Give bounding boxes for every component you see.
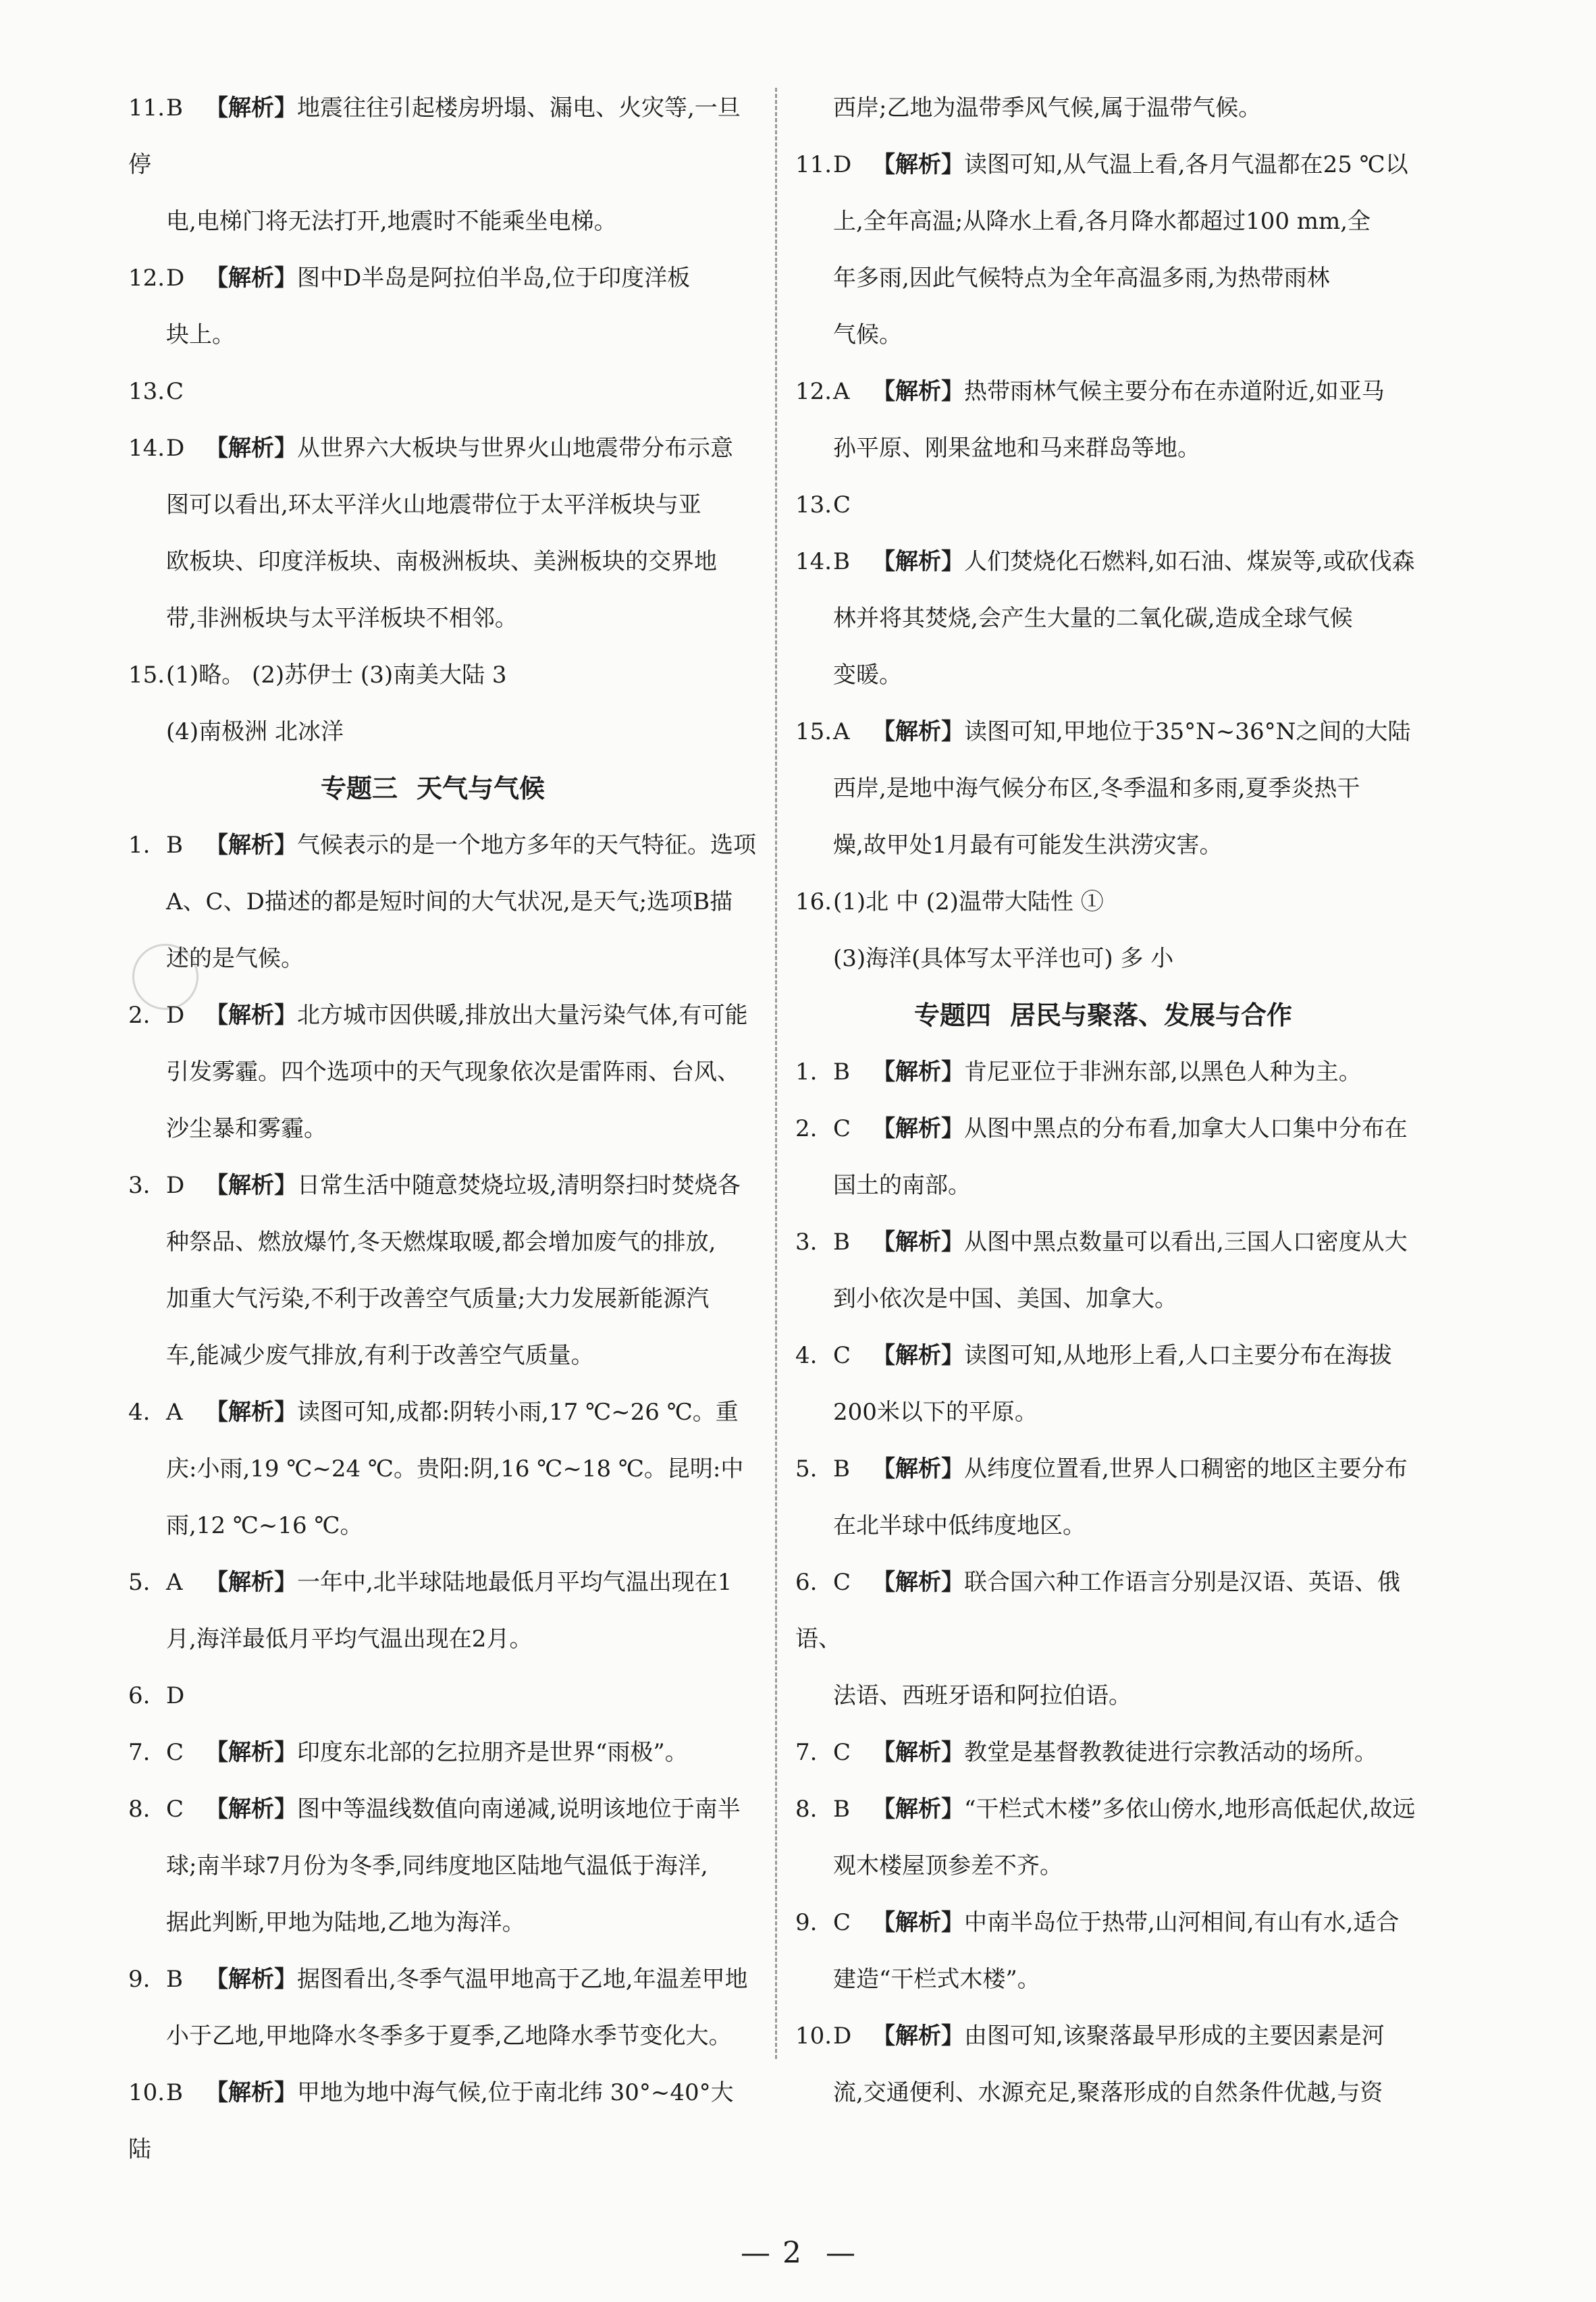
question-number: 13. (795, 491, 832, 518)
answer-text: 雨,12 ℃~16 ℃。 (166, 1512, 363, 1539)
answer-line (795, 1384, 1430, 1441)
answer-choice: B (833, 1059, 850, 1086)
section-title: 居民与聚落、发展与合作 (1010, 1000, 1293, 1030)
answer-item (128, 817, 756, 987)
analysis-tag: 【解析】 (872, 1059, 964, 1086)
answer-line (795, 1781, 1430, 1838)
page-dash-right: — (826, 2236, 855, 2270)
analysis-tag: 【解析】 (872, 151, 964, 178)
answer-line (795, 1838, 1430, 1894)
answer-line (128, 1100, 756, 1157)
answer-line (795, 306, 1430, 363)
answer-text: 球;南半球7月份为冬季,同纬度地区陆地气温低于海洋, (166, 1852, 708, 1879)
answer-text: 庆:小雨,19 ℃~24 ℃。贵阳:阴,16 ℃~18 ℃。昆明:中 (166, 1455, 744, 1482)
answer-item (128, 1781, 756, 1951)
answer-text: 从图中黑点的分布看,加拿大人口集中分布在 (964, 1115, 1408, 1142)
section-number: 专题四 (913, 1000, 991, 1030)
question-number: 3. (795, 1229, 818, 1256)
answer-text: 由图可知,该聚落最早形成的主要因素是河 (964, 2023, 1385, 2050)
answer-text: 读图可知,甲地位于35°N~36°N之间的大陆 (964, 718, 1411, 745)
answer-item (128, 363, 756, 420)
answer-item (795, 80, 1430, 136)
answer-text: 教堂是基督教教徒进行宗教活动的场所。 (964, 1739, 1377, 1766)
answer-text: 气候表示的是一个地方多年的天气特征。选项 (297, 832, 756, 859)
answer-line (795, 760, 1430, 817)
answer-item (128, 1157, 756, 1384)
answer-line (128, 1724, 756, 1781)
answer-item (128, 647, 756, 760)
answer-choice: D (833, 151, 852, 178)
analysis-tag: 【解析】 (205, 1739, 297, 1766)
answer-text: 200米以下的平原。 (833, 1399, 1038, 1426)
answer-text: 述的是气候。 (166, 945, 304, 972)
section-heading (128, 760, 756, 817)
analysis-tag: 【解析】 (872, 1229, 964, 1256)
answer-choice: B (166, 1966, 183, 1993)
answer-line (795, 590, 1430, 647)
answer-choice: C (166, 1796, 184, 1823)
answer-choice: C (833, 1569, 851, 1596)
answer-choice: D (833, 2023, 852, 2050)
answer-line (128, 1497, 756, 1554)
answer-text: 从纬度位置看,世界人口稠密的地区主要分布 (964, 1455, 1408, 1482)
answer-choice: D (166, 1172, 185, 1199)
answer-line (795, 533, 1430, 590)
analysis-tag: 【解析】 (872, 1569, 964, 1596)
question-number: 1. (795, 1059, 818, 1086)
answer-text: 欧板块、印度洋板块、南极洲板块、美洲板块的交界地 (166, 548, 717, 575)
answer-line (795, 647, 1430, 703)
answer-line (128, 250, 756, 306)
answer-line (128, 1044, 756, 1100)
answer-item (795, 1894, 1430, 2008)
answer-line (128, 1327, 756, 1384)
answer-text: 流,交通便利、水源充足,聚落形成的自然条件优越,与资 (833, 2079, 1383, 2106)
answer-item (795, 1044, 1430, 1100)
analysis-tag: 【解析】 (872, 1739, 964, 1766)
answer-item (795, 1327, 1430, 1441)
answer-text: 年多雨,因此气候特点为全年高温多雨,为热带雨林 (833, 265, 1330, 292)
answer-line (128, 533, 756, 590)
answer-line (128, 987, 756, 1044)
analysis-tag: 【解析】 (205, 1569, 297, 1596)
answer-text: 读图可知,从地形上看,人口主要分布在海拔 (964, 1342, 1392, 1369)
answer-text: 日常生活中随意焚烧垃圾,清明祭扫时焚烧各 (297, 1172, 741, 1199)
answer-choice: B (166, 2079, 183, 2106)
answer-line (795, 1270, 1430, 1327)
answer-text: (4)南极洲 北冰洋 (166, 718, 344, 745)
answer-text: 据此判断,甲地为陆地,乙地为海洋。 (166, 1909, 525, 1936)
answer-text: 热带雨林气候主要分布在赤道附近,如亚马 (964, 378, 1385, 405)
answer-item (795, 703, 1430, 874)
answer-item (795, 1441, 1430, 1554)
question-number: 13. (128, 378, 165, 405)
answer-text: 带,非洲板块与太平洋板块不相邻。 (166, 605, 518, 632)
question-number: 11. (795, 151, 832, 178)
answer-line (795, 363, 1430, 420)
answer-choice: C (833, 1909, 851, 1936)
answer-line (795, 1214, 1430, 1270)
answer-text: 孙平原、刚果盆地和马来群岛等地。 (833, 435, 1200, 462)
analysis-tag: 【解析】 (872, 2023, 964, 2050)
answer-line (128, 1611, 756, 1667)
left-column (128, 80, 756, 2178)
answer-item (128, 1951, 756, 2064)
answer-line (795, 817, 1430, 874)
analysis-tag: 【解析】 (872, 718, 964, 745)
question-number: 5. (795, 1455, 818, 1482)
question-number: 3. (128, 1172, 151, 1199)
question-number: 14. (795, 548, 832, 575)
answer-choice: C (833, 1739, 851, 1766)
answer-text: 肯尼亚位于非洲东部,以黑色人种为主。 (964, 1059, 1362, 1086)
section-heading (795, 987, 1430, 1044)
answer-text: 图中等温线数值向南递减,说明该地位于南半 (297, 1796, 741, 1823)
answer-choice: B (166, 832, 183, 859)
answer-item (128, 1724, 756, 1781)
answer-line (795, 1667, 1430, 1724)
analysis-tag: 【解析】 (205, 832, 297, 859)
answer-choice: C (166, 1739, 184, 1766)
answer-choice: B (833, 1229, 850, 1256)
answer-text: 印度东北部的乞拉朋齐是世界“雨极”。 (297, 1739, 688, 1766)
answer-line (128, 420, 756, 477)
answer-line (128, 703, 756, 760)
answer-line (128, 1838, 756, 1894)
page-number (0, 2236, 1596, 2270)
answer-text: 地震往往引起楼房坍塌、漏电、火灾等,一旦停 (128, 95, 741, 178)
answer-text: 电,电梯门将无法打开,地震时不能乘坐电梯。 (166, 208, 617, 235)
answer-text: 从世界六大板块与世界火山地震带分布示意 (297, 435, 733, 462)
question-number: 12. (128, 265, 165, 292)
answer-text: 加重大气污染,不利于改善空气质量;大力发展新能源汽 (166, 1285, 710, 1312)
answer-item (128, 2064, 756, 2178)
answer-line (795, 1100, 1430, 1157)
analysis-tag: 【解析】 (872, 378, 964, 405)
answer-line (795, 250, 1430, 306)
answer-text: 人们焚烧化石燃料,如石油、煤炭等,或砍伐森 (964, 548, 1415, 575)
analysis-tag: 【解析】 (205, 435, 297, 462)
question-number: 10. (795, 2023, 832, 2050)
question-number: 14. (128, 435, 165, 462)
answer-text: 在北半球中低纬度地区。 (833, 1512, 1086, 1539)
answer-item (795, 1781, 1430, 1894)
question-number: 10. (128, 2079, 165, 2106)
answer-item (128, 1554, 756, 1667)
answer-text: 车,能减少废气排放,有利于改善空气质量。 (166, 1342, 594, 1369)
analysis-tag: 【解析】 (205, 1796, 297, 1823)
answer-line (795, 874, 1430, 930)
question-number: 7. (128, 1739, 151, 1766)
answer-item (128, 1667, 756, 1724)
question-number: 11. (128, 95, 165, 122)
answer-text: 联合国六种工作语言分别是汉语、英语、俄语、 (795, 1569, 1400, 1653)
answer-text: “干栏式木楼”多依山傍水,地形高低起伏,故远 (964, 1796, 1416, 1823)
answer-text: 读图可知,从气温上看,各月气温都在25 ℃以 (964, 151, 1408, 178)
question-number: 7. (795, 1739, 818, 1766)
question-number: 9. (795, 1909, 818, 1936)
answer-line (795, 1951, 1430, 2008)
answer-line (795, 1554, 1430, 1667)
analysis-tag: 【解析】 (205, 265, 297, 292)
answer-item (128, 420, 756, 647)
answer-text: 林并将其焚烧,会产生大量的二氧化碳,造成全球气候 (833, 605, 1353, 632)
answer-line (795, 1441, 1430, 1497)
answer-choice: B (833, 1455, 850, 1482)
analysis-tag: 【解析】 (872, 1909, 964, 1936)
answer-choice: C (833, 491, 851, 518)
analysis-tag: 【解析】 (872, 1796, 964, 1823)
analysis-tag: 【解析】 (205, 1399, 297, 1426)
answer-line (795, 80, 1430, 136)
answer-line (795, 703, 1430, 760)
answer-line (795, 193, 1430, 250)
analysis-tag: 【解析】 (872, 548, 964, 575)
answer-line (128, 80, 756, 193)
answer-text: 图可以看出,环太平洋火山地震带位于太平洋板块与亚 (166, 491, 701, 518)
question-number: 1. (128, 832, 151, 859)
answer-line (128, 2064, 756, 2178)
answer-text: 甲地为地中海气候,位于南北纬 30°~40°大陆 (128, 2079, 734, 2163)
answer-line (128, 874, 756, 930)
answer-line (795, 1044, 1430, 1100)
answer-text: 种祭品、燃放爆竹,冬天燃煤取暖,都会增加废气的排放, (166, 1229, 716, 1256)
answer-line (128, 193, 756, 250)
answer-text: 图中D半岛是阿拉伯半岛,位于印度洋板 (297, 265, 691, 292)
analysis-tag: 【解析】 (205, 2079, 297, 2106)
answer-choice: B (833, 548, 850, 575)
answer-item (795, 136, 1430, 363)
question-number: 12. (795, 378, 832, 405)
answer-item (795, 533, 1430, 703)
question-number: 15. (128, 662, 165, 689)
answer-line (128, 1214, 756, 1270)
answer-item (795, 874, 1430, 987)
answer-text: (1)略。 (2)苏伊士 (3)南美大陆 3 (166, 662, 507, 689)
answer-item (128, 1384, 756, 1554)
answer-item (128, 250, 756, 363)
answer-choice: D (166, 1002, 185, 1029)
answer-item (128, 80, 756, 250)
answer-line (128, 363, 756, 420)
analysis-tag: 【解析】 (872, 1455, 964, 1482)
answer-line (128, 1270, 756, 1327)
answer-line (795, 136, 1430, 193)
answer-choice: D (166, 265, 185, 292)
section-number: 专题三 (320, 774, 398, 803)
answer-line (795, 2064, 1430, 2121)
question-number: 2. (795, 1115, 818, 1142)
answer-line (795, 1724, 1430, 1781)
answer-line (128, 1384, 756, 1441)
answer-item (795, 477, 1430, 533)
answer-line (128, 1951, 756, 2008)
answer-line (795, 1157, 1430, 1214)
answer-text: 块上。 (166, 321, 235, 348)
answer-text: 建造“干栏式木楼”。 (833, 1966, 1040, 1993)
answer-text: (1)北 中 (2)温带大陆性 ① (833, 888, 1104, 915)
page-dash-left: — (741, 2236, 782, 2270)
answer-line (795, 420, 1430, 477)
question-number: 15. (795, 718, 832, 745)
section-title: 天气与气候 (417, 774, 546, 803)
answer-text: 变暖。 (833, 662, 902, 689)
answer-text: 读图可知,成都:阴转小雨,17 ℃~26 ℃。重 (297, 1399, 739, 1426)
answer-choice: C (833, 1115, 851, 1142)
answer-line (128, 2008, 756, 2064)
answer-line (128, 1554, 756, 1611)
answer-line (128, 1781, 756, 1838)
question-number: 6. (128, 1682, 151, 1709)
answer-text: 小于乙地,甲地降水冬季多于夏季,乙地降水季节变化大。 (166, 2023, 732, 2050)
answer-line (128, 817, 756, 874)
analysis-tag: 【解析】 (205, 95, 297, 122)
answer-text: 沙尘暴和雾霾。 (166, 1115, 327, 1142)
answer-text: 燥,故甲处1月最有可能发生洪涝灾害。 (833, 832, 1223, 859)
analysis-tag: 【解析】 (205, 1966, 297, 1993)
answer-line (128, 590, 756, 647)
answer-text: 气候。 (833, 321, 902, 348)
answer-choice: B (833, 1796, 850, 1823)
analysis-tag: 【解析】 (205, 1172, 297, 1199)
answer-line (128, 930, 756, 987)
answer-line (128, 1894, 756, 1951)
answer-text: 据图看出,冬季气温甲地高于乙地,年温差甲地 (297, 1966, 748, 1993)
answer-choice: D (166, 435, 185, 462)
column-divider (775, 88, 777, 2059)
question-number: 9. (128, 1966, 151, 1993)
answer-line (795, 930, 1430, 987)
answer-text: 国土的南部。 (833, 1172, 971, 1199)
answer-text: 西岸;乙地为温带季风气候,属于温带气候。 (833, 95, 1262, 122)
answer-line (128, 477, 756, 533)
page-number-value: 2 (782, 2236, 814, 2270)
answer-text: 北方城市因供暖,排放出大量污染气体,有可能 (297, 1002, 748, 1029)
answer-choice: C (166, 378, 184, 405)
question-number: 2. (128, 1002, 151, 1029)
answer-text: 法语、西班牙语和阿拉伯语。 (833, 1682, 1132, 1709)
answer-item (795, 363, 1430, 477)
answer-text: 观木楼屋顶参差不齐。 (833, 1852, 1063, 1879)
answer-item (128, 987, 756, 1157)
question-number: 16. (795, 888, 832, 915)
answer-text: 中南半岛位于热带,山河相间,有山有水,适合 (964, 1909, 1400, 1936)
answer-choice: C (833, 1342, 851, 1369)
answer-text: (3)海洋(具体写太平洋也可) 多 小 (833, 945, 1174, 972)
answer-line (795, 1327, 1430, 1384)
analysis-tag: 【解析】 (205, 1002, 297, 1029)
answer-text: 从图中黑点数量可以看出,三国人口密度从大 (964, 1229, 1408, 1256)
answer-text: 一年中,北半球陆地最低月平均气温出现在1 (297, 1569, 733, 1596)
question-number: 4. (795, 1342, 818, 1369)
answer-line (795, 477, 1430, 533)
analysis-tag: 【解析】 (872, 1115, 964, 1142)
answer-choice: A (833, 378, 850, 405)
answer-line (128, 647, 756, 703)
answer-text: A、C、D描述的都是短时间的大气状况,是天气;选项B描 (166, 888, 733, 915)
answer-choice: D (166, 1682, 185, 1709)
answer-item (795, 1554, 1430, 1724)
answer-text: 引发雾霾。四个选项中的天气现象依次是雷阵雨、台风、 (166, 1059, 740, 1086)
question-number: 8. (795, 1796, 818, 1823)
analysis-tag: 【解析】 (872, 1342, 964, 1369)
answer-text: 上,全年高温;从降水上看,各月降水都超过100 mm,全 (833, 208, 1371, 235)
answer-line (795, 2008, 1430, 2064)
answer-choice: B (166, 95, 183, 122)
answer-text: 西岸,是地中海气候分布区,冬季温和多雨,夏季炎热干 (833, 775, 1360, 802)
question-number: 5. (128, 1569, 151, 1596)
answer-choice: A (166, 1399, 183, 1426)
right-column (795, 80, 1430, 2121)
answer-line (128, 306, 756, 363)
answer-line (795, 1497, 1430, 1554)
answer-item (795, 2008, 1430, 2121)
answer-text: 月,海洋最低月平均气温出现在2月。 (166, 1626, 533, 1653)
answer-item (795, 1724, 1430, 1781)
question-number: 4. (128, 1399, 151, 1426)
answer-line (128, 1441, 756, 1497)
answer-item (795, 1100, 1430, 1214)
answer-choice: A (166, 1569, 183, 1596)
answer-line (795, 1894, 1430, 1951)
answer-line (128, 1157, 756, 1214)
answer-line (128, 1667, 756, 1724)
question-number: 6. (795, 1569, 818, 1596)
question-number: 8. (128, 1796, 151, 1823)
answer-choice: A (833, 718, 850, 745)
answer-text: 到小依次是中国、美国、加拿大。 (833, 1285, 1177, 1312)
answer-item (795, 1214, 1430, 1327)
